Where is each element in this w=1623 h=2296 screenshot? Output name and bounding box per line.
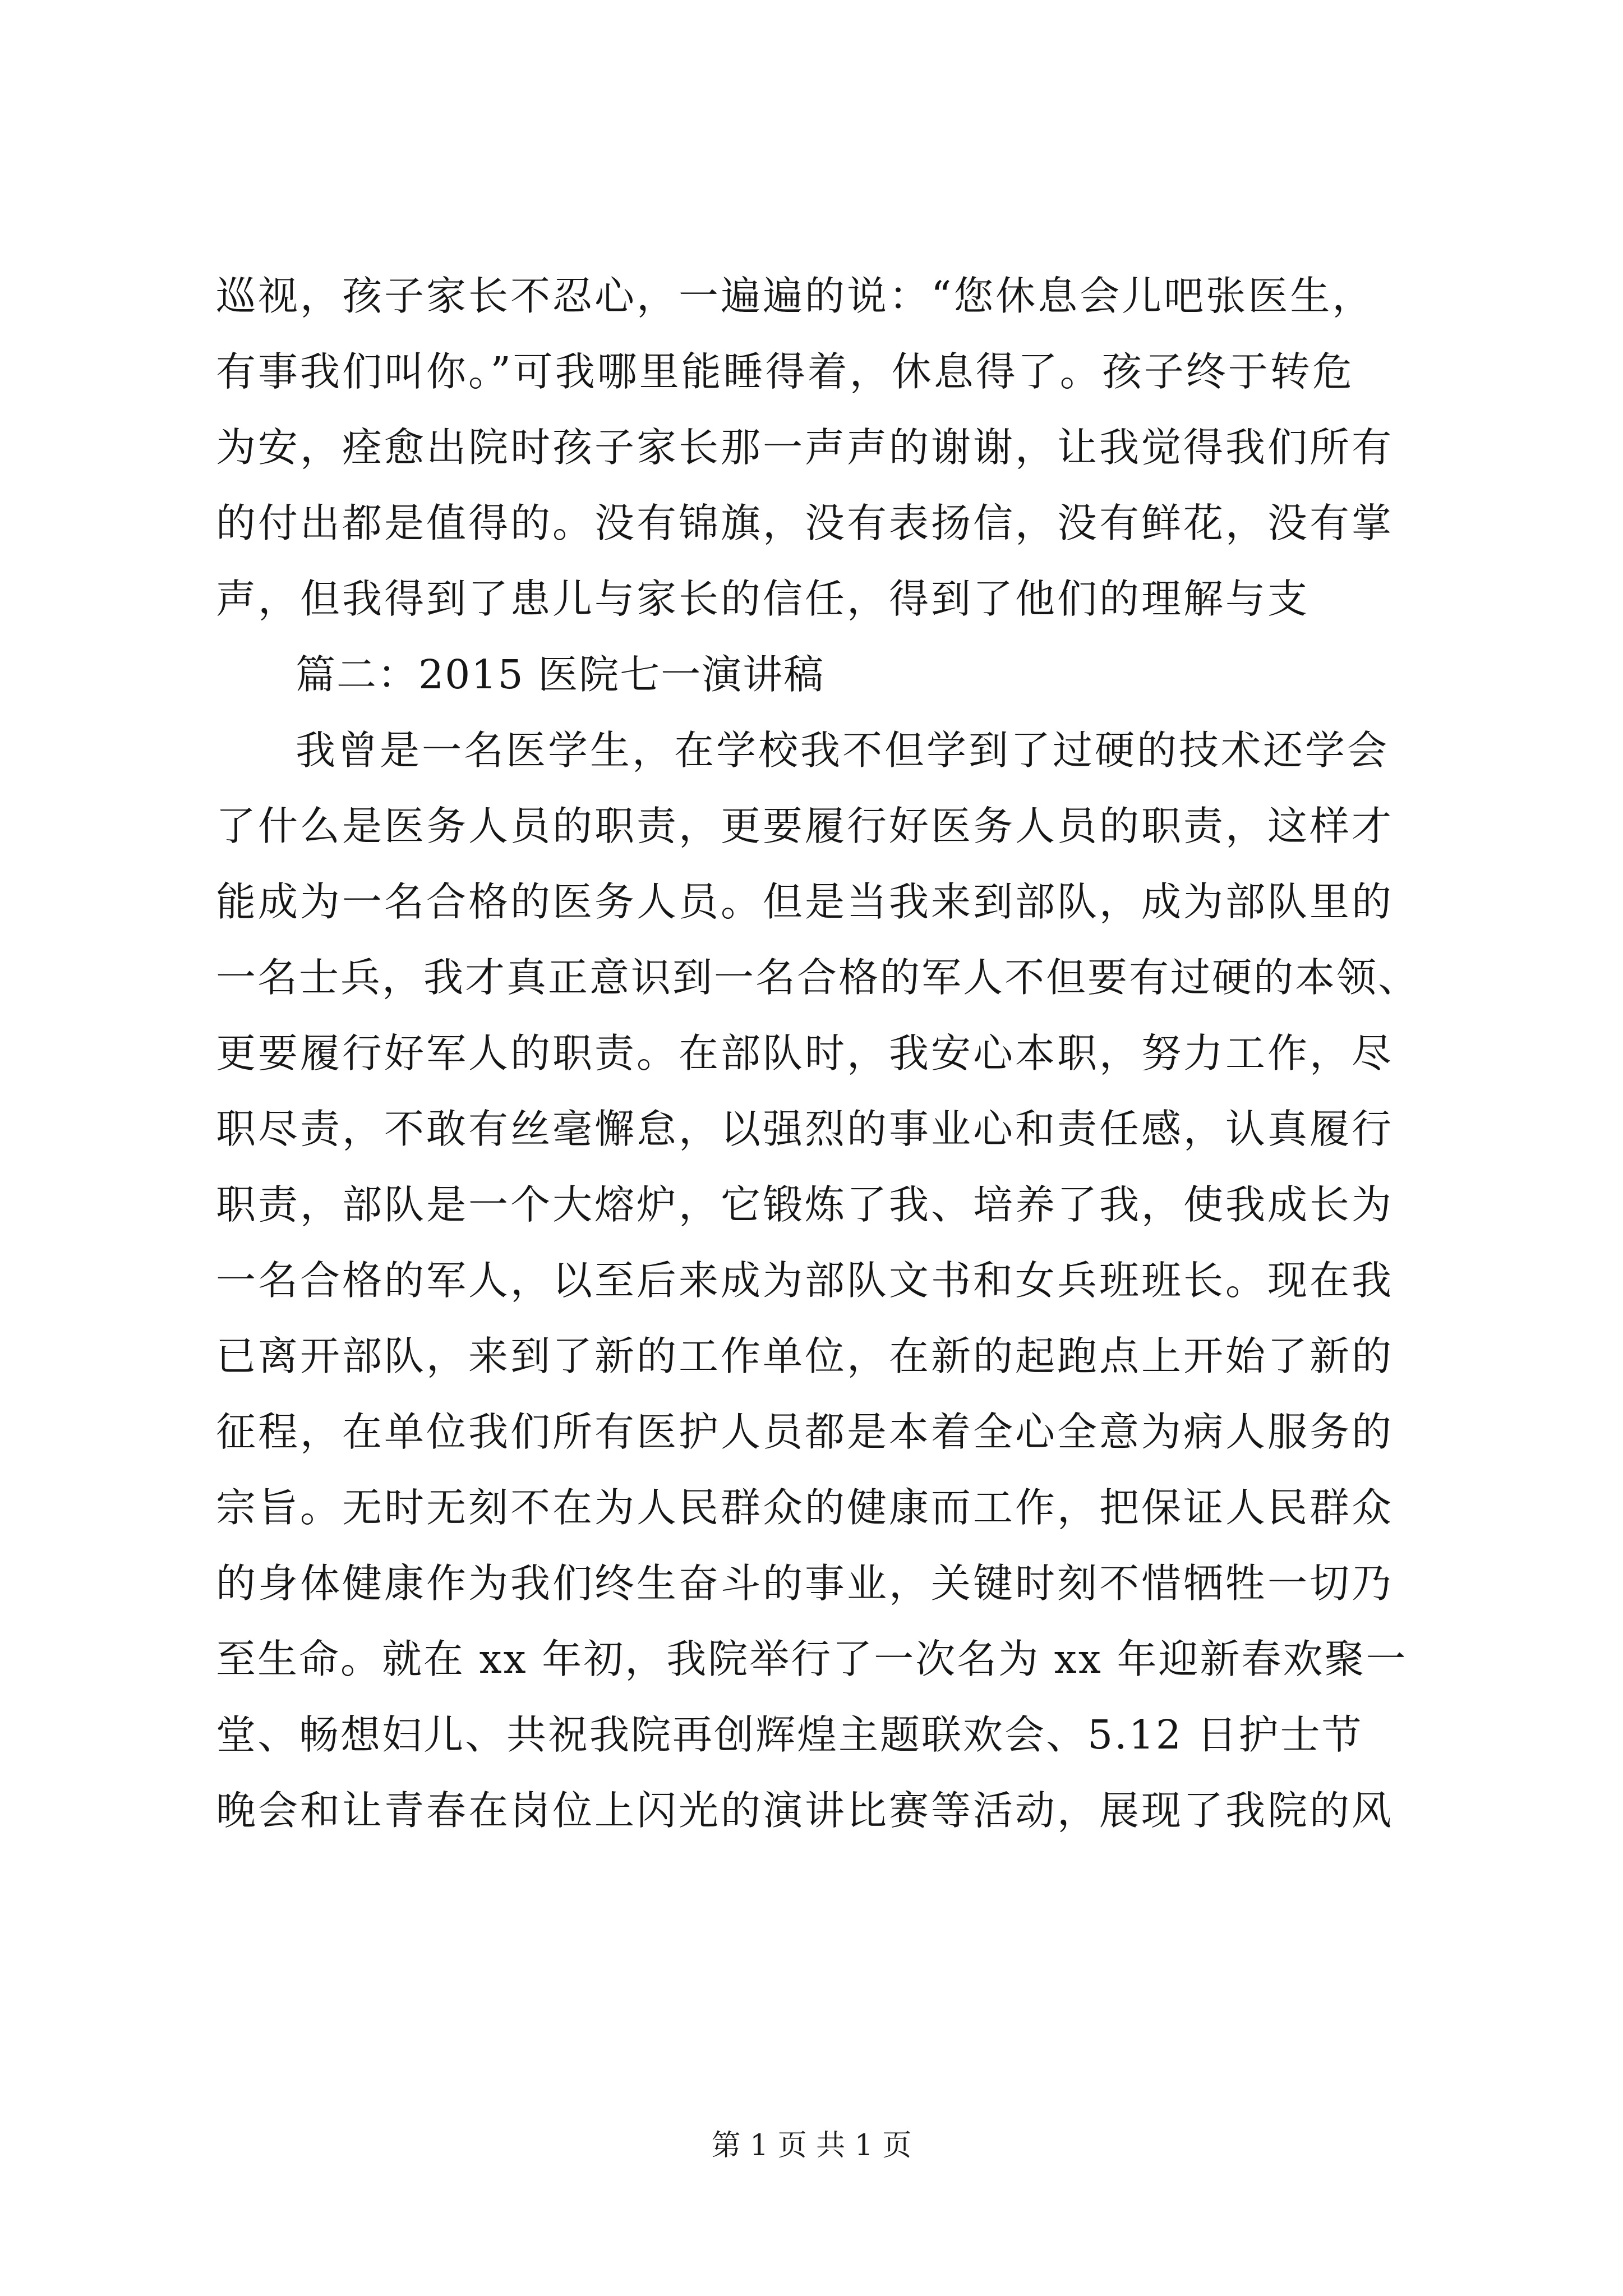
text-line: 的付出都是值得的。没有锦旗，没有表扬信，没有鲜花，没有掌: [216, 500, 1394, 546]
text-line: 的身体健康作为我们终生奋斗的事业，关键时刻不惜牺牲一切乃: [216, 1560, 1394, 1607]
text-line: 一名合格的军人，以至后来成为部队文书和女兵班班长。现在我: [216, 1257, 1394, 1304]
page-number-footer: 第 1 页 共 1 页: [711, 2129, 912, 2162]
text-line: 一名士兵，我才真正意识到一名合格的军人不但要有过硬的本领、: [216, 954, 1420, 1001]
text-line: 晚会和让青春在岗位上闪光的演讲比赛等活动，展现了我院的风: [216, 1787, 1394, 1834]
text-line: 宗旨。无时无刻不在为人民群众的健康而工作，把保证人民群众: [216, 1484, 1394, 1531]
text-line: 能成为一名合格的医务人员。但是当我来到部队，成为部队里的: [216, 878, 1394, 925]
text-line: 已离开部队，来到了新的工作单位，在新的起跑点上开始了新的: [216, 1333, 1394, 1379]
text-line: 堂、畅想妇儿、共祝我院再创辉煌主题联欢会、5.12 日护士节: [216, 1711, 1363, 1758]
text-line: 声，但我得到了患儿与家长的信任，得到了他们的理解与支: [216, 576, 1310, 622]
text-line: 职责，部队是一个大熔炉，它锻炼了我、培养了我，使我成长为: [216, 1181, 1394, 1228]
section-heading: 篇二：2015 医院七一演讲稿: [296, 651, 825, 698]
text-line: 职尽责，不敢有丝毫懈怠，以强烈的事业心和责任感，认真履行: [216, 1106, 1394, 1152]
text-line: 为安，痊愈出院时孩子家长那一声声的谢谢，让我觉得我们所有: [216, 424, 1394, 471]
text-line: 巡视，孩子家长不忍心，一遍遍的说：“您休息会儿吧张医生，: [216, 273, 1375, 319]
text-line: 征程，在单位我们所有医护人员都是本着全心全意为病人服务的: [216, 1409, 1394, 1455]
text-line: 有事我们叫你。”可我哪里能睡得着，休息得了。孩子终于转危: [216, 348, 1354, 395]
text-line: 我曾是一名医学生，在学校我不但学到了过硬的技术还学会: [296, 727, 1390, 774]
text-line: 至生命。就在 xx 年初，我院举行了一次名为 xx 年迎新春欢聚一: [216, 1636, 1408, 1682]
text-line: 更要履行好军人的职责。在部队时，我安心本职，努力工作，尽: [216, 1030, 1394, 1076]
text-line: 了什么是医务人员的职责，更要履行好医务人员的职责，这样才: [216, 803, 1394, 849]
